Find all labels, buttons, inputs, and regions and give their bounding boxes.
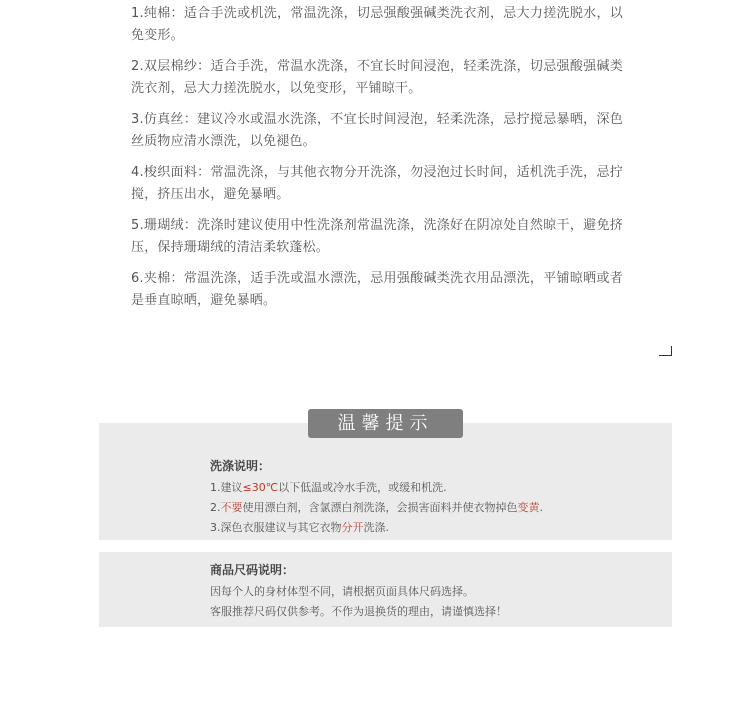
temperature-highlight: ≤30℃ bbox=[242, 481, 279, 494]
wash-line-1: 1.建议≤30℃以下低温或冷水手洗，或缓和机洗. bbox=[210, 481, 447, 494]
size-line-1: 因每个人的身材体型不同，请根据页面具体尺码选择。 bbox=[210, 585, 474, 598]
wash-instructions-panel bbox=[99, 423, 672, 540]
care-item-quilted: 6.夹棉：常温洗涤，适手洗或温水漂洗，忌用强酸碱类洗衣用品漂洗，平铺晾晒或者是垂直晾晒，避免暴晒。 bbox=[131, 271, 623, 308]
warm-tips-badge: 温馨提示 bbox=[308, 409, 463, 438]
size-line-2: 客服推荐尺码仅供参考。不作为退换货的理由，请谨慎选择！ bbox=[210, 605, 507, 618]
care-instructions-list bbox=[131, 3, 623, 321]
size-instructions-panel bbox=[99, 552, 672, 627]
separate-highlight: 分开 bbox=[341, 521, 364, 534]
no-bleach-highlight: 不要 bbox=[220, 501, 243, 514]
care-item-double-gauze: 2.双层棉纱：适合手洗，常温水洗涤，不宜长时间浸泡，轻柔洗涤，切忌强酸强碱类洗衣剂，忌大力搓洗脱水，以免变形，平铺晾干。 bbox=[131, 59, 623, 96]
corner-mark bbox=[659, 346, 672, 356]
wash-title: 洗涤说明： bbox=[210, 459, 271, 473]
care-item-faux-silk: 3.仿真丝：建议冷水或温水洗涤，不宜长时间浸泡，轻柔洗涤，忌拧搅忌暴晒，深色丝质物应清水漂洗，以免褪色。 bbox=[131, 112, 623, 149]
yellowing-highlight: 变黄 bbox=[517, 501, 540, 514]
wash-line-2: 2.不要使用漂白剂，含氯漂白剂洗涤，会损害面料并使衣物掉色变黄. bbox=[210, 501, 543, 514]
care-item-cotton: 1.纯棉：适合手洗或机洗，常温洗涤，切忌强酸强碱类洗衣剂，忌大力搓洗脱水，以免变形。 bbox=[131, 6, 623, 43]
care-item-coral-fleece: 5.珊瑚绒：洗涤时建议使用中性洗涤剂常温洗涤，洗涤好在阴凉处自然晾干，避免挤压，保持珊瑚绒的清洁柔软蓬松。 bbox=[131, 218, 623, 255]
care-item-woven: 4.梭织面料：常温洗涤，与其他衣物分开洗涤，勿浸泡过长时间，适机洗手洗，忌拧搅，挤压出水，避免暴晒。 bbox=[131, 165, 623, 202]
wash-line-3: 3.深色衣服建议与其它衣物分开洗涤. bbox=[210, 521, 389, 534]
size-title: 商品尺码说明： bbox=[210, 563, 295, 577]
